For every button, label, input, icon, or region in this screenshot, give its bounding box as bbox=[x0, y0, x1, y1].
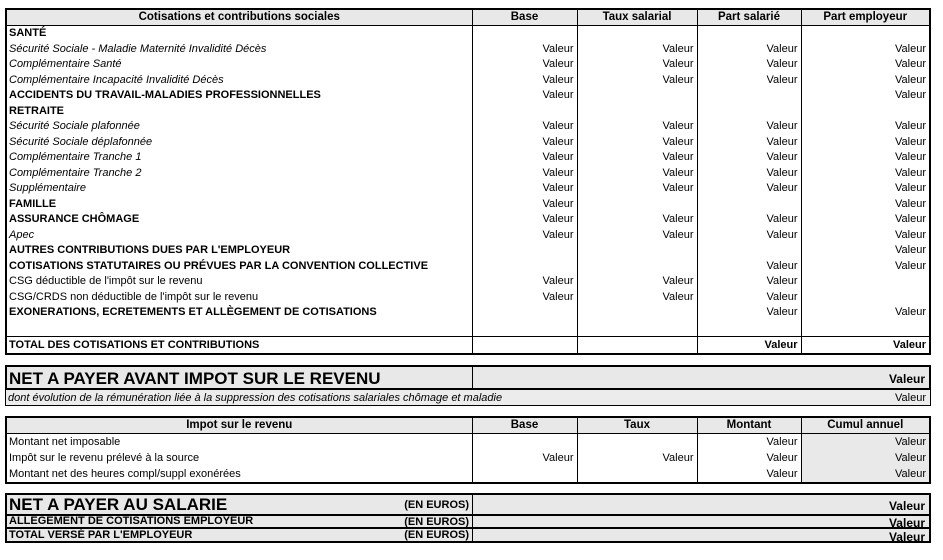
row-label: Complémentaire Tranche 1 bbox=[9, 151, 142, 163]
row-label: ASSURANCE CHÔMAGE bbox=[9, 213, 140, 225]
allegement-cotisations-band bbox=[5, 514, 931, 529]
table-row bbox=[6, 181, 930, 197]
row-value: Valeur bbox=[801, 434, 930, 451]
row-label: CSG/CRDS non déductible de l'impôt sur le revenu bbox=[9, 290, 259, 303]
row-label: Sécurité Sociale déplafonnée bbox=[9, 135, 153, 148]
row-value: Valeur bbox=[472, 42, 577, 58]
row-value: Valeur bbox=[577, 450, 697, 466]
row-value bbox=[801, 321, 930, 337]
row-value: Valeur bbox=[801, 466, 930, 483]
table-row bbox=[6, 73, 930, 89]
row-label: CSG déductible de l'impôt sur le revenu bbox=[9, 275, 203, 287]
row-value bbox=[801, 26, 930, 42]
row-value: Valeur bbox=[472, 212, 577, 228]
row-value bbox=[697, 321, 801, 337]
net-a-payer-salarie-value: Valeur bbox=[888, 499, 925, 513]
row-value: Valeur bbox=[801, 259, 930, 275]
row-value: Valeur bbox=[801, 73, 930, 89]
row-value: Valeur bbox=[472, 228, 577, 244]
allegement-cotisations-unit: (EN EUROS) bbox=[404, 516, 469, 527]
row-label: COTISATIONS STATUTAIRES OU PRÉVUES PAR LA CONVENTION COLLECTIVE bbox=[9, 259, 429, 272]
table-row bbox=[6, 26, 930, 42]
col-header-part-salarie: Part salarié bbox=[697, 9, 801, 26]
row-label: Complémentaire Santé bbox=[9, 58, 122, 70]
col-header-montant: Montant bbox=[697, 417, 801, 434]
row-value: Valeur bbox=[697, 181, 801, 197]
row-value: Valeur bbox=[472, 274, 577, 290]
row-label bbox=[6, 321, 472, 337]
row-label: ACCIDENTS DU TRAVAIL-MALADIES PROFESSIONNELLES bbox=[9, 89, 321, 101]
impot-table bbox=[5, 416, 931, 484]
net-a-payer-salarie-band bbox=[5, 493, 931, 516]
table-row bbox=[6, 212, 930, 228]
row-value: Valeur bbox=[697, 434, 801, 451]
total-base-value bbox=[472, 337, 577, 355]
row-value: Valeur bbox=[577, 181, 697, 197]
table-row bbox=[6, 88, 930, 104]
total-taux-value bbox=[577, 337, 697, 355]
allegement-cotisations-label: ALLÈGEMENT DE COTISATIONS EMPLOYEUR bbox=[9, 516, 254, 527]
row-value: Valeur bbox=[472, 150, 577, 166]
row-value: Valeur bbox=[697, 259, 801, 275]
row-label: RETRAITE bbox=[9, 104, 64, 117]
cotisations-table bbox=[5, 8, 931, 355]
row-value: Valeur bbox=[697, 290, 801, 306]
col-header-base2: Base bbox=[472, 417, 577, 434]
row-value: Valeur bbox=[577, 274, 697, 290]
row-value: Valeur bbox=[801, 305, 930, 321]
table-row bbox=[6, 166, 930, 182]
row-value: Valeur bbox=[472, 197, 577, 213]
col-header-cotisations: Cotisations et contributions sociales bbox=[6, 9, 472, 26]
row-value: Valeur bbox=[577, 42, 697, 58]
row-value: Valeur bbox=[472, 119, 577, 135]
row-value bbox=[801, 274, 930, 290]
row-value bbox=[577, 305, 697, 321]
row-value: Valeur bbox=[472, 166, 577, 182]
row-value bbox=[577, 88, 697, 104]
cotisations-header-row bbox=[6, 9, 930, 26]
row-value bbox=[472, 104, 577, 120]
row-value: Valeur bbox=[801, 150, 930, 166]
row-value: Valeur bbox=[801, 42, 930, 58]
total-verse-employeur-labelcell bbox=[7, 529, 473, 541]
row-value bbox=[472, 243, 577, 259]
row-value: Valeur bbox=[801, 228, 930, 244]
row-value bbox=[472, 305, 577, 321]
row-value bbox=[577, 321, 697, 337]
col-header-taux: Taux bbox=[577, 417, 697, 434]
allegement-cotisations-labelcell bbox=[7, 516, 473, 527]
row-label: EXONERATIONS, ECRETEMENTS ET ALLÈGEMENT DE COTISATIONS bbox=[9, 306, 377, 318]
row-value bbox=[577, 466, 697, 483]
row-value: Valeur bbox=[577, 119, 697, 135]
row-value: Valeur bbox=[472, 181, 577, 197]
table-row bbox=[6, 228, 930, 244]
impot-header-row bbox=[6, 417, 930, 434]
row-value bbox=[577, 259, 697, 275]
col-header-impot: Impot sur le revenu bbox=[6, 417, 472, 434]
row-value: Valeur bbox=[472, 73, 577, 89]
total-verse-employeur-value: Valeur bbox=[888, 530, 925, 541]
row-value: Valeur bbox=[801, 450, 930, 466]
row-value: Valeur bbox=[697, 450, 801, 466]
row-value bbox=[697, 26, 801, 42]
row-value: Valeur bbox=[697, 212, 801, 228]
row-value bbox=[472, 259, 577, 275]
row-value: Valeur bbox=[801, 243, 930, 259]
table-row bbox=[6, 104, 930, 120]
row-value: Valeur bbox=[697, 135, 801, 151]
net-avant-impot-band bbox=[5, 365, 931, 390]
row-label: Impôt sur le revenu prélevé à la source bbox=[9, 452, 200, 464]
row-label: Apec bbox=[9, 228, 35, 241]
total-verse-employeur-band bbox=[5, 527, 931, 543]
total-part-salarie-value: Valeur bbox=[697, 337, 801, 355]
payslip-sheet bbox=[5, 8, 931, 543]
total-verse-employeur-unit: (EN EUROS) bbox=[404, 529, 469, 541]
row-label: Supplémentaire bbox=[9, 182, 87, 194]
row-value: Valeur bbox=[472, 450, 577, 466]
row-label: Complémentaire Tranche 2 bbox=[9, 166, 142, 179]
row-value: Valeur bbox=[801, 181, 930, 197]
table-row bbox=[6, 197, 930, 213]
table-row bbox=[6, 243, 930, 259]
row-value: Valeur bbox=[697, 166, 801, 182]
row-value: Valeur bbox=[472, 135, 577, 151]
row-value: Valeur bbox=[577, 73, 697, 89]
row-value: Valeur bbox=[697, 57, 801, 73]
row-value bbox=[697, 197, 801, 213]
row-value: Valeur bbox=[577, 228, 697, 244]
total-part-employeur-value: Valeur bbox=[801, 337, 930, 355]
row-value bbox=[472, 321, 577, 337]
row-value: Valeur bbox=[577, 57, 697, 73]
row-value: Valeur bbox=[697, 466, 801, 483]
row-value bbox=[801, 290, 930, 306]
row-value: Valeur bbox=[697, 305, 801, 321]
table-row bbox=[6, 259, 930, 275]
row-value: Valeur bbox=[577, 290, 697, 306]
row-value: Valeur bbox=[472, 57, 577, 73]
row-value bbox=[697, 88, 801, 104]
dont-evolution-row bbox=[5, 390, 931, 406]
row-value bbox=[697, 104, 801, 120]
row-value: Valeur bbox=[801, 166, 930, 182]
row-label: Sécurité Sociale plafonnée bbox=[9, 120, 140, 132]
row-value: Valeur bbox=[697, 119, 801, 135]
dont-evolution-label: dont évolution de la rémunération liée à la suppression des cotisations salariales chômage et maladie bbox=[8, 392, 503, 404]
total-cotisations-row bbox=[6, 337, 930, 355]
row-label: Complémentaire Incapacité Invalidité Décès bbox=[9, 73, 224, 86]
row-value bbox=[697, 243, 801, 259]
row-label: Sécurité Sociale - Maladie Maternité Invalidité Décès bbox=[9, 42, 267, 55]
row-value bbox=[801, 104, 930, 120]
row-value bbox=[472, 466, 577, 483]
row-value bbox=[577, 434, 697, 451]
row-value: Valeur bbox=[472, 290, 577, 306]
row-label: Montant net des heures compl/suppl exonérées bbox=[9, 468, 241, 480]
row-value bbox=[577, 197, 697, 213]
row-value: Valeur bbox=[577, 150, 697, 166]
row-value: Valeur bbox=[801, 135, 930, 151]
table-row bbox=[6, 135, 930, 151]
row-value bbox=[472, 26, 577, 42]
table-row bbox=[6, 434, 930, 451]
table-row bbox=[6, 119, 930, 135]
col-header-taux-salarial: Taux salarial bbox=[577, 9, 697, 26]
table-row bbox=[6, 274, 930, 290]
row-value bbox=[577, 104, 697, 120]
row-value: Valeur bbox=[697, 73, 801, 89]
row-value: Valeur bbox=[801, 88, 930, 104]
row-value: Valeur bbox=[577, 135, 697, 151]
row-value: Valeur bbox=[801, 119, 930, 135]
col-header-part-employeur: Part employeur bbox=[801, 9, 930, 26]
net-avant-impot-label: NET A PAYER AVANT IMPOT SUR LE REVENU bbox=[7, 367, 473, 388]
row-value: Valeur bbox=[697, 228, 801, 244]
row-value bbox=[577, 26, 697, 42]
net-a-payer-salarie-unit: (EN EUROS) bbox=[404, 498, 469, 511]
table-row bbox=[6, 290, 930, 306]
row-label: Montant net imposable bbox=[9, 436, 121, 448]
col-header-cumul-annuel: Cumul annuel bbox=[801, 417, 930, 434]
table-row bbox=[6, 305, 930, 321]
row-value: Valeur bbox=[472, 88, 577, 104]
row-value bbox=[472, 434, 577, 451]
row-value: Valeur bbox=[697, 150, 801, 166]
table-row bbox=[6, 321, 930, 337]
row-value: Valeur bbox=[697, 274, 801, 290]
col-header-base: Base bbox=[472, 9, 577, 26]
row-value: Valeur bbox=[577, 166, 697, 182]
row-value: Valeur bbox=[577, 212, 697, 228]
table-row bbox=[6, 466, 930, 483]
row-value bbox=[577, 243, 697, 259]
total-verse-employeur-label: TOTAL VERSÉ PAR L'EMPLOYEUR bbox=[9, 529, 193, 541]
table-row bbox=[6, 57, 930, 73]
row-value: Valeur bbox=[801, 57, 930, 73]
table-row bbox=[6, 450, 930, 466]
allegement-cotisations-value: Valeur bbox=[888, 516, 925, 527]
net-a-payer-salarie-labelcell bbox=[7, 495, 473, 514]
dont-evolution-value: Valeur bbox=[895, 392, 926, 404]
row-value: Valeur bbox=[801, 197, 930, 213]
table-row bbox=[6, 150, 930, 166]
table-row bbox=[6, 42, 930, 58]
net-a-payer-salarie-label: NET A PAYER AU SALARIE bbox=[9, 495, 228, 514]
row-label: FAMILLE bbox=[9, 197, 57, 210]
row-label: AUTRES CONTRIBUTIONS DUES PAR L'EMPLOYEUR bbox=[9, 244, 291, 256]
row-label: SANTÉ bbox=[9, 27, 47, 39]
total-cotisations-label: TOTAL DES COTISATIONS ET CONTRIBUTIONS bbox=[6, 337, 472, 355]
row-value: Valeur bbox=[697, 42, 801, 58]
row-value: Valeur bbox=[801, 212, 930, 228]
net-avant-impot-value: Valeur bbox=[888, 372, 925, 386]
